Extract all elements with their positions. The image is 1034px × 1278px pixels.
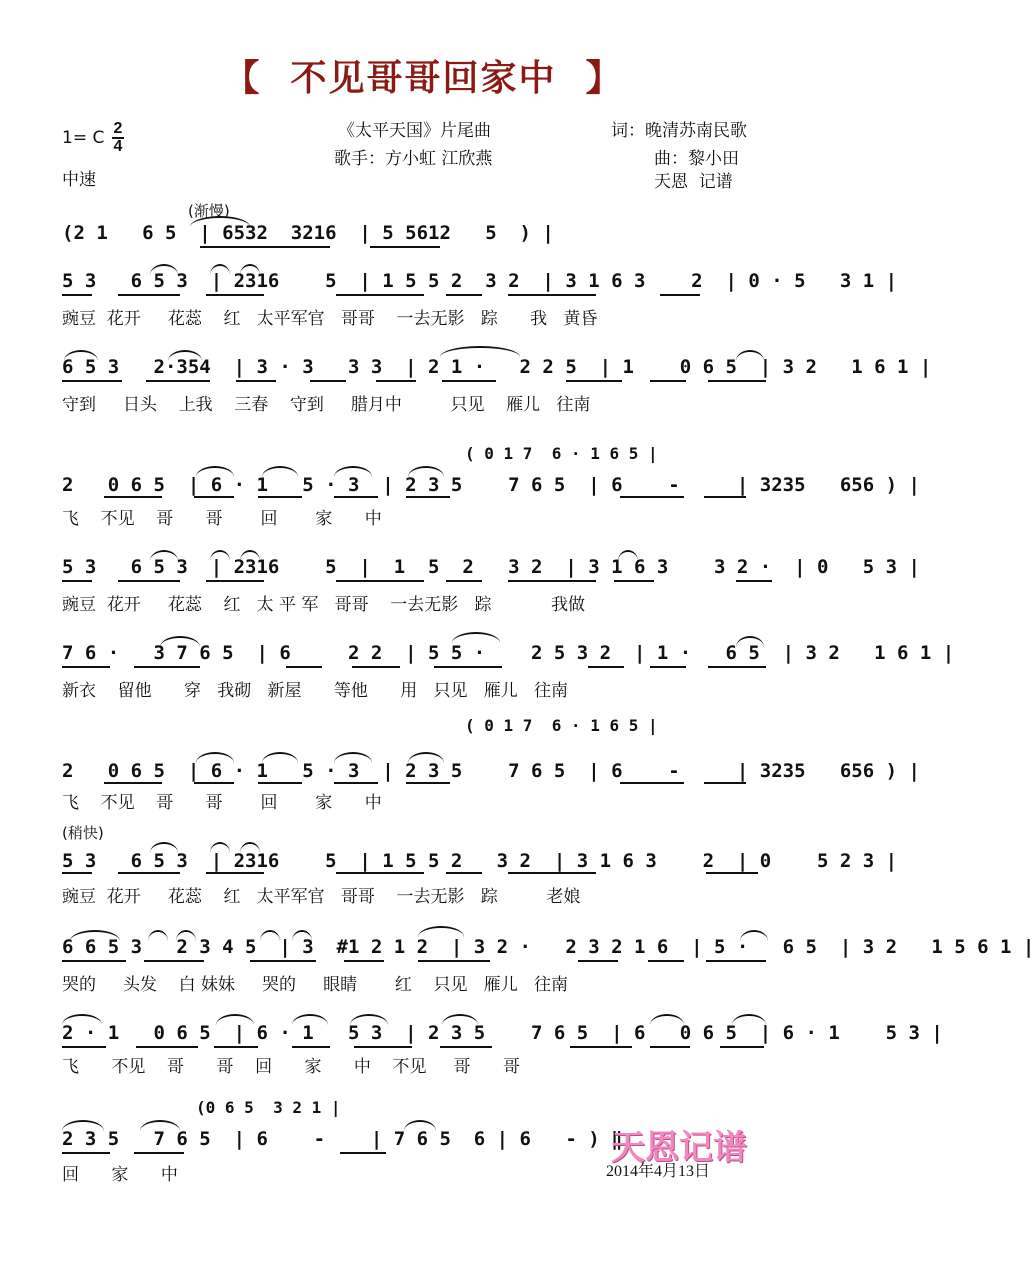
underline	[118, 872, 180, 874]
underline	[418, 960, 490, 962]
slur	[452, 632, 500, 643]
slur	[262, 752, 298, 763]
slur	[150, 842, 178, 853]
underline	[650, 380, 686, 382]
slur	[442, 1014, 478, 1025]
underline	[704, 782, 746, 784]
slur	[216, 1014, 254, 1025]
lyrics-row-6: 飞 不见 哥 哥 回 家 中	[62, 793, 382, 813]
underline	[144, 960, 204, 962]
source: 《太平天国》片尾曲	[338, 121, 491, 141]
lyrics-row-9: 飞 不见 哥 哥 回 家 中 不见 哥 哥	[62, 1057, 520, 1077]
underline	[292, 1046, 330, 1048]
underline	[508, 872, 596, 874]
key-signature: 1= C	[62, 128, 105, 148]
underline	[146, 380, 210, 382]
underline	[620, 782, 684, 784]
underline	[720, 1046, 764, 1048]
underline	[650, 666, 686, 668]
underline	[334, 496, 378, 498]
notes-above-row-3: ( 0 1 7 6 · 1 6 5 |	[465, 444, 658, 463]
time-signature-top: 2	[113, 120, 123, 137]
slur	[618, 550, 638, 561]
tempo: 中速	[62, 170, 96, 190]
underline	[648, 960, 684, 962]
underline	[442, 380, 496, 382]
slur	[736, 636, 764, 647]
notes-row-1: 5 3 6 5 3 | 2316 5 | 1 5 5 2 3 2 | 3 1 6 3 2 | 0 · 5 3 1 |	[62, 270, 898, 292]
date: 2014年4月13日	[606, 1163, 711, 1180]
lyrics-row-4: 豌豆 花开 花蕊 红 太 平 军 哥哥 一去无影 踪 我做	[62, 595, 585, 615]
notes-row-4: 5 3 6 5 3 | 2316 5 | 1 5 2 3 2 | 3 1 6 3 3 2 · | 0 5 3 |	[62, 556, 920, 578]
underline	[708, 380, 766, 382]
slur	[650, 1014, 684, 1025]
underline	[434, 666, 502, 668]
notes-row-2: 6 5 3 2·354 | 3 · 3 3 3 | 2 1 · 2 2 5 | 1 0 6 5 | 3 2 1 6 1 |	[62, 356, 932, 378]
underline	[508, 294, 596, 296]
time-signature-bottom: 4	[113, 138, 123, 155]
underline	[250, 960, 316, 962]
underline	[508, 580, 596, 582]
notes-row-10: 2 3 5 7 6 5 | 6 - | 7 6 5 6 | 6 - ) ‖	[62, 1128, 623, 1150]
underline	[446, 872, 482, 874]
underline	[62, 1046, 106, 1048]
underline	[206, 580, 264, 582]
notes-row-7: 5 3 6 5 3 | 2316 5 | 1 5 5 2 3 2 | 3 1 6 3 2 | 0 5 2 3 |	[62, 850, 898, 872]
underline	[620, 496, 684, 498]
slur	[334, 466, 372, 477]
underline	[336, 580, 424, 582]
underline	[334, 782, 378, 784]
underline	[118, 580, 180, 582]
slur	[732, 1014, 766, 1025]
underline	[336, 294, 424, 296]
slur	[440, 346, 520, 357]
underline	[352, 666, 400, 668]
underline	[340, 1152, 386, 1154]
slur	[70, 930, 120, 941]
underline	[118, 294, 180, 296]
underline	[286, 666, 322, 668]
underline	[708, 666, 766, 668]
underline	[376, 380, 416, 382]
underline	[206, 872, 264, 874]
underline	[236, 380, 276, 382]
slur	[418, 926, 464, 937]
underline	[62, 294, 92, 296]
underline	[706, 960, 766, 962]
slur	[404, 1120, 436, 1131]
slur	[262, 466, 298, 477]
underline	[736, 580, 772, 582]
slur	[408, 466, 444, 477]
slur	[210, 842, 230, 853]
slur	[168, 350, 202, 361]
underline	[406, 782, 450, 784]
underline	[194, 496, 234, 498]
intro-line: (2 1 6 5 | 6532 3216 | 5 5612 5 ) |	[62, 222, 554, 244]
lyrics-row-10: 回 家 中	[62, 1165, 178, 1185]
slur	[196, 466, 234, 477]
underline	[214, 1046, 258, 1048]
singers: 歌手：方小虹 江欣燕	[334, 149, 493, 169]
underline	[134, 666, 200, 668]
notes-row-8: 6 6 5 3 2 3 4 5 | 3 #1 2 1 2 | 3 2 · 2 3 2 1 6 | 5 · 6 5 | 3 2 1 5 6 1 |	[62, 936, 1034, 958]
slur	[260, 930, 280, 941]
slur	[292, 1014, 328, 1025]
underline	[260, 246, 330, 248]
lyrics-row-1: 豌豆 花开 花蕊 红 太平军官 哥哥 一去无影 踪 我 黄昏	[62, 309, 598, 329]
notes-row-5: 7 6 · 3 7 6 5 | 6 2 2 | 5 5 · 2 5 3 2 | 1 · 6 5 | 3 2 1 6 1 |	[62, 642, 955, 664]
underline	[62, 380, 122, 382]
slur	[150, 550, 178, 561]
slur	[196, 752, 234, 763]
slur	[334, 752, 372, 763]
underline	[62, 580, 92, 582]
slur	[64, 350, 98, 361]
lyrics-row-8: 哭的 头发 白 妹妹 哭的 眼睛 红 只见 雁儿 往南	[62, 975, 568, 995]
underline	[336, 872, 424, 874]
underline	[660, 294, 700, 296]
underline	[570, 1046, 632, 1048]
lyrics-row-7: 豌豆 花开 花蕊 红 太平军官 哥哥 一去无影 踪 老娘	[62, 887, 581, 907]
notes-above-row-10: (0 6 5 3 2 1 |	[196, 1098, 341, 1117]
slur	[62, 1014, 102, 1025]
underline	[650, 1046, 690, 1048]
slur	[740, 930, 768, 941]
slur	[240, 842, 260, 853]
underline	[62, 960, 126, 962]
slur	[292, 930, 312, 941]
underline	[614, 580, 654, 582]
underline	[258, 496, 302, 498]
slur	[736, 350, 764, 361]
underline	[370, 246, 440, 248]
underline	[406, 496, 450, 498]
underline	[136, 1046, 198, 1048]
underline	[104, 496, 162, 498]
underline	[566, 380, 622, 382]
slur	[160, 636, 200, 647]
composer: 曲：黎小田	[654, 149, 739, 169]
slur	[140, 1120, 180, 1131]
slur	[148, 930, 168, 941]
underline	[440, 1046, 492, 1048]
underline	[134, 1152, 184, 1154]
underline	[446, 294, 482, 296]
slur	[350, 1014, 388, 1025]
underline	[62, 666, 110, 668]
underline	[344, 960, 384, 962]
underline	[200, 246, 262, 248]
transcriber: 天恩 记谱	[654, 172, 733, 192]
underline	[706, 872, 758, 874]
underline	[578, 960, 618, 962]
underline	[310, 380, 346, 382]
underline	[62, 872, 92, 874]
slur	[408, 752, 444, 763]
underline	[588, 666, 624, 668]
underline	[446, 580, 482, 582]
underline	[206, 294, 264, 296]
underline	[62, 1152, 110, 1154]
slur	[176, 930, 196, 941]
lyrics-row-5: 新衣 留他 穿 我砌 新屋 等他 用 只见 雁儿 往南	[62, 681, 568, 701]
lyricist: 词：晚清苏南民歌	[611, 121, 747, 141]
slowing-mark: (渐慢)	[188, 202, 230, 220]
underline	[704, 496, 746, 498]
transcriber-stamp: 天恩记谱	[611, 1128, 747, 1168]
song-title: 【 不见哥哥回家中 】	[223, 58, 624, 99]
slur	[62, 1120, 104, 1131]
slur	[210, 264, 230, 275]
lyrics-row-2: 守到 日头 上我 三春 守到 腊月中 只见 雁儿 往南	[62, 395, 591, 415]
underline	[258, 782, 302, 784]
underline	[104, 782, 162, 784]
slur	[150, 264, 178, 275]
lyrics-row-3: 飞 不见 哥 哥 回 家 中	[62, 509, 382, 529]
faster-mark: (稍快)	[62, 824, 104, 842]
notes-row-9: 2 · 1 0 6 5 | 6 · 1 5 3 | 2 3 5 7 6 5 | 6 0 6 5 | 6 · 1 5 3 |	[62, 1022, 943, 1044]
notes-row-3: 2 0 6 5 | 6 · 1 5 · 3 | 2 3 5 7 6 5 | 6 - | 3235 656 ) |	[62, 474, 920, 496]
slur	[240, 550, 260, 561]
underline	[194, 782, 234, 784]
notes-row-6: 2 0 6 5 | 6 · 1 5 · 3 | 2 3 5 7 6 5 | 6 - | 3235 656 ) |	[62, 760, 920, 782]
slur	[240, 264, 260, 275]
notes-above-row-6: ( 0 1 7 6 · 1 6 5 |	[465, 716, 658, 735]
underline	[354, 1046, 412, 1048]
slur	[210, 550, 230, 561]
